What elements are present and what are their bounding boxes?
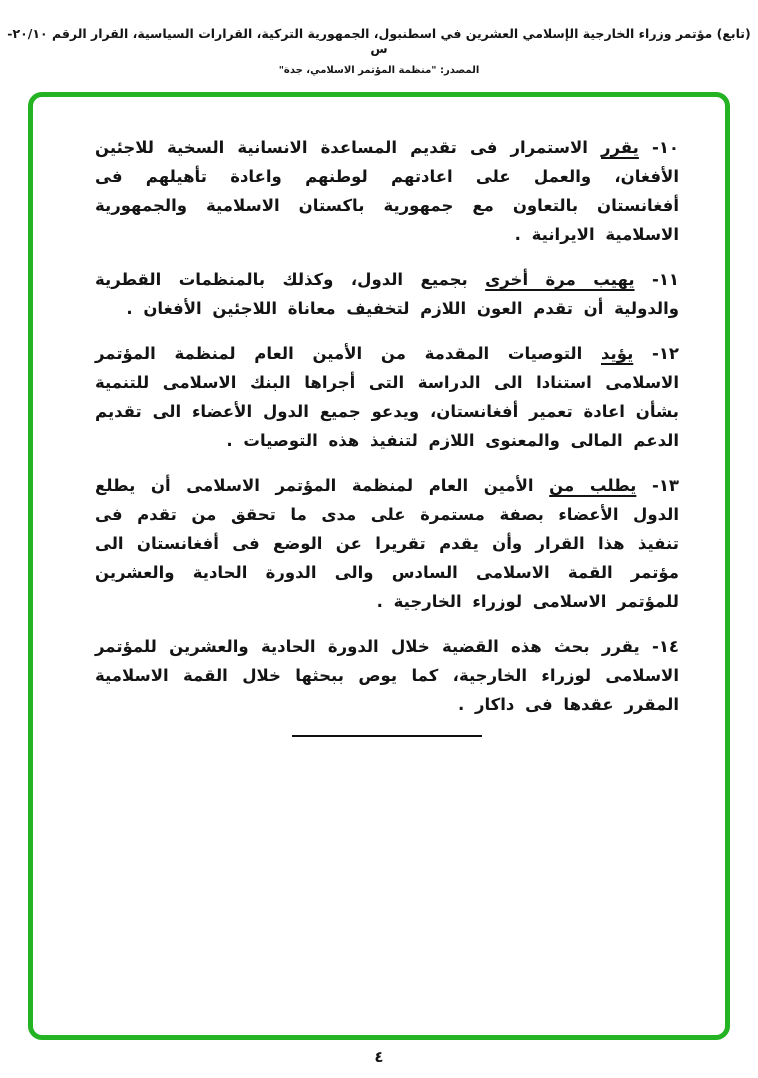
paragraph-lead-underlined: يطلب من bbox=[549, 476, 637, 495]
paragraph-lead-underlined: يهيب مرة أخرى bbox=[485, 270, 635, 289]
paragraph-number: ١٠- bbox=[652, 138, 680, 157]
page-number: ٤ bbox=[374, 1048, 384, 1066]
paragraph-lead-underlined: يقرر bbox=[601, 138, 639, 157]
paragraph-text: الأمين العام لمنظمة المؤتمر الاسلامى أن يطلع الدول الأعضاء بصفة مستمرة على مدى ما تحقق من تقدم فى تنفيذ هذا القرار وأن يقدم تقريرا عن الوضع فى أفغانستان الى مؤتمر القمة الاسلامى السادس والى الدورة الحادية والعشرين للمؤتمر الاسلامى لوزراء الخارجية . bbox=[95, 476, 679, 611]
paragraph-text: يقرر بحث هذه القضية خلال الدورة الحادية والعشرين للمؤتمر الاسلامى لوزراء الخارجية، كما يوص ببحثها خلال القمة الاسلامية المقرر عقدها فى داكار . bbox=[95, 637, 679, 714]
paragraph-number: ١١- bbox=[652, 270, 680, 289]
paragraph-text: الاستمرار فى تقديم المساعدة الانسانية السخية للاجئين الأفغان، والعمل على اعادتهم لوطنهم واعادة تأهيلهم فى أفغانستان بالتعاون مع جمهورية باكستان الاسلامية والجمهورية الاسلامية الايرانية . bbox=[95, 138, 679, 244]
header-title: (تابع) مؤتمر وزراء الخارجية الإسلامي العشرين في اسطنبول، الجمهورية التركية، القرارات السياسية، القرار الرقم ٢٠/١٠-س bbox=[7, 26, 751, 56]
document-header bbox=[0, 26, 758, 76]
paragraph-14 bbox=[95, 632, 679, 719]
paragraph-number: ١٤- bbox=[651, 637, 679, 656]
end-of-text-divider bbox=[292, 735, 482, 737]
paragraph-11 bbox=[95, 265, 679, 323]
paragraph-12 bbox=[95, 339, 679, 455]
paragraph-number: ١٣- bbox=[651, 476, 679, 495]
paragraph-text: بجميع الدول، وكذلك بالمنظمات القطرية والدولية أن تقدم العون اللازم لتخفيف معاناة اللاجئين الأفغان . bbox=[95, 270, 679, 318]
paragraph-10 bbox=[95, 133, 679, 249]
paragraph-number: ١٢- bbox=[651, 344, 679, 363]
green-border-frame bbox=[28, 92, 730, 1040]
paragraph-text: التوصيات المقدمة من الأمين العام لمنظمة المؤتمر الاسلامى استنادا الى الدراسة التى أجراها البنك الاسلامى للتنمية بشأن اعادة تعمير أفغانستان، ويدعو جميع الدول الأعضاء الى تقديم الدعم المالى والمعنوى اللازم لتنفيذ هذه التوصيات . bbox=[95, 344, 679, 450]
header-source: المصدر: "منظمة المؤتمر الاسلامي، جدة" bbox=[278, 65, 480, 76]
paragraph-13 bbox=[95, 471, 679, 616]
resolution-body bbox=[95, 133, 679, 737]
paragraph-lead-underlined: يؤيد bbox=[601, 344, 634, 363]
